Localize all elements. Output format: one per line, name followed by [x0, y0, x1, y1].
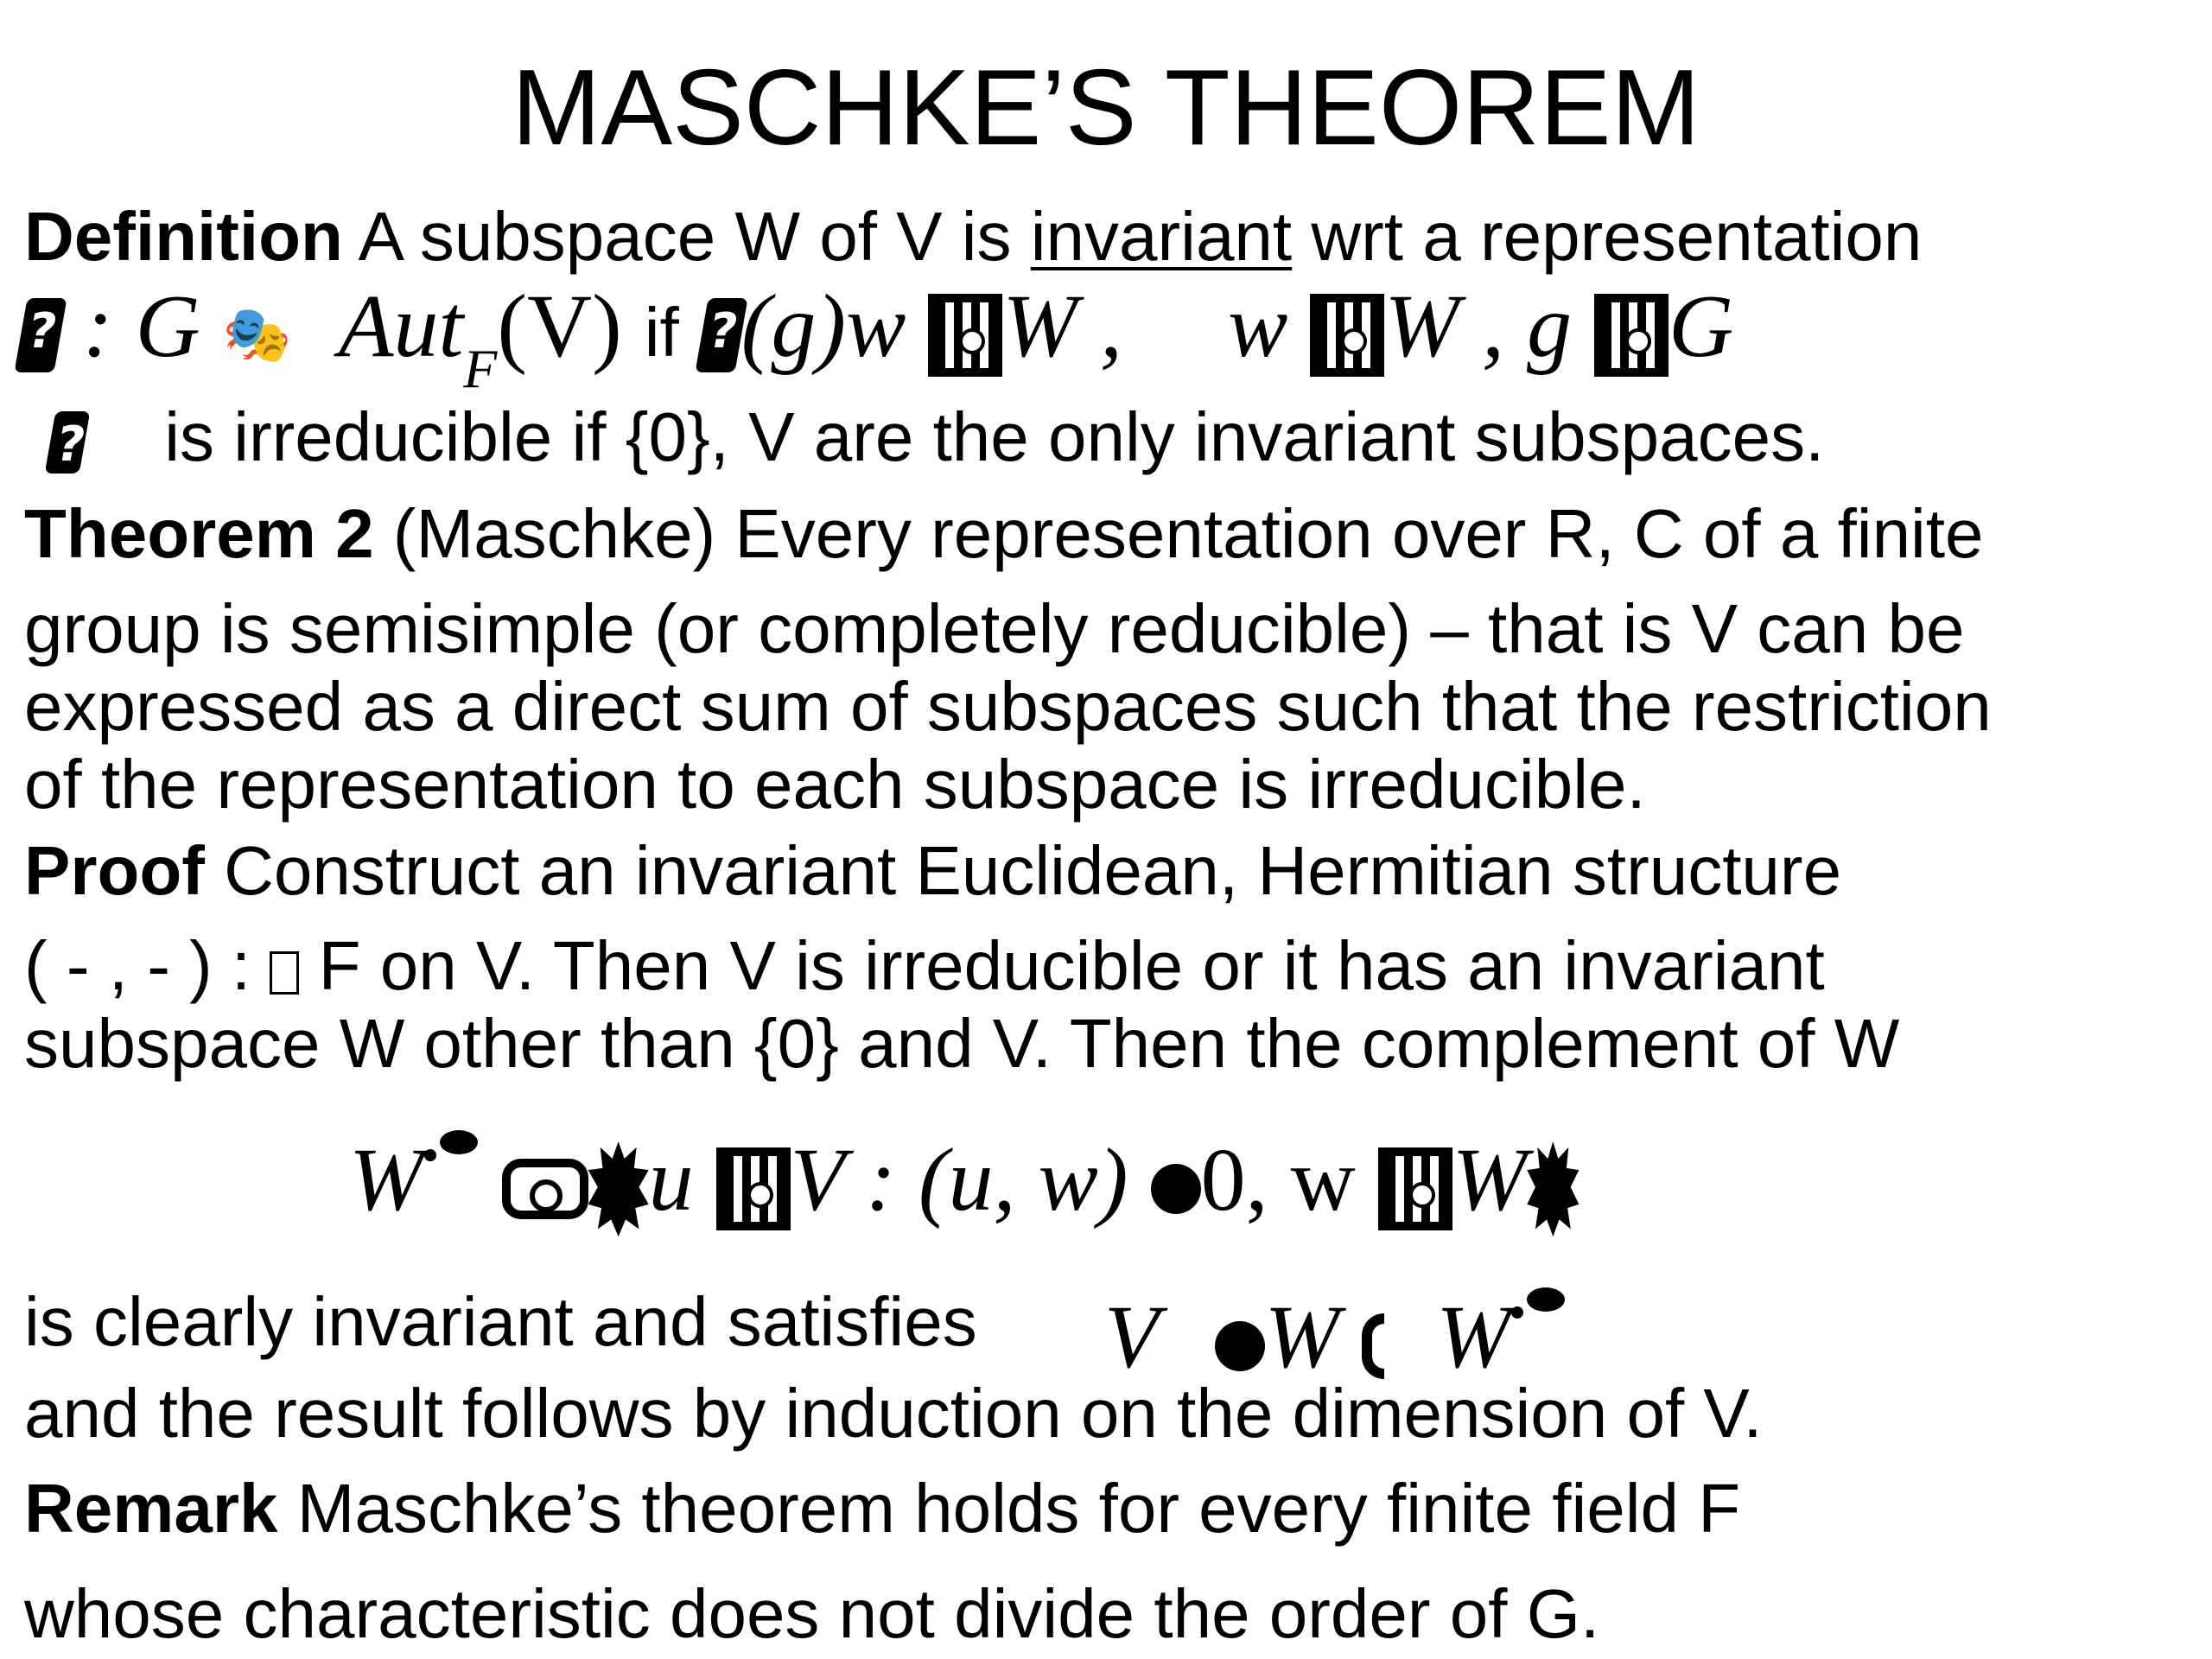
direct-sum-v: V — [1104, 1287, 1158, 1387]
equals-dot-icon — [1151, 1164, 1201, 1214]
formula-codomain-arg: (V) — [497, 276, 622, 376]
remark-line-1 — [24, 1469, 1740, 1548]
theorem-line-2: group is semisimple (or completely reducible) – that is V can be — [24, 590, 1965, 667]
theorem-line-1 — [24, 494, 1984, 574]
formula-w-set-2: W , g — [1384, 276, 1573, 376]
remark-line-2: whose characteristic does not divide the order of G. — [24, 1575, 1600, 1652]
formula-action: (g)w — [741, 276, 906, 376]
formula-domain: : G — [83, 276, 200, 376]
rho-symbol-icon — [45, 411, 91, 474]
complement-w-end: W — [1452, 1130, 1528, 1230]
equals-icon — [502, 1159, 588, 1219]
formula-g-set: G — [1669, 276, 1734, 376]
definition-label: Definition — [24, 198, 343, 275]
set-brace-icon — [588, 1141, 649, 1236]
after-formula-line-1: is clearly invariant and satisfies — [24, 1283, 977, 1360]
definition-text-before: A subspace W of V is — [342, 198, 1031, 275]
complement-w: W — [349, 1130, 424, 1230]
formula-w-var: w — [1228, 276, 1288, 376]
theorem-text-1: (Maschke) Every representation over R, C of a finite — [373, 495, 1984, 572]
direct-sum-icon — [1362, 1313, 1384, 1379]
element-of-icon — [1594, 294, 1669, 377]
definition-invariant-term: invariant — [1030, 198, 1293, 275]
formula-w-set-1: W , — [1002, 276, 1123, 376]
theorem-line-3: expressed as a direct sum of subspaces such that the restriction — [24, 668, 1992, 745]
proof-text-2a: ( - , - ) : — [24, 927, 270, 1004]
representation-formula — [21, 275, 1734, 399]
arrow-icon: 🎭 — [222, 303, 292, 368]
complement-u: u — [648, 1130, 694, 1230]
formula-codomain: Aut — [338, 276, 464, 376]
irreducible-line — [50, 397, 1824, 477]
element-of-icon — [1310, 294, 1384, 377]
remark-label: Remark — [24, 1470, 278, 1547]
remark-text-1: Maschke’s theorem holds for every finite field F — [277, 1470, 1741, 1547]
element-of-icon — [716, 1147, 791, 1230]
perp-icon — [424, 1130, 480, 1165]
proof-line-3: subspace W other than {0} and V. Then the complement of W — [24, 1005, 1900, 1082]
theorem-line-4: of the representation to each subspace is irreducible. — [24, 746, 1646, 823]
direct-sum-w: W — [1264, 1287, 1340, 1387]
rho-symbol-icon — [14, 298, 67, 372]
irreducible-text: is irreducible if {0}, V are the only invariant subspaces. — [164, 398, 1825, 475]
set-brace-close-icon — [1527, 1141, 1579, 1236]
after-formula-line-2: and the result follows by induction on the dimension of V. — [24, 1375, 1763, 1452]
definition-text-after: wrt a representation — [1292, 198, 1923, 275]
formula-if-word: if — [644, 294, 679, 371]
complement-condition: V : (u, w) — [790, 1130, 1128, 1230]
element-of-icon — [928, 294, 1002, 377]
complement-formula — [349, 1128, 1579, 1236]
theorem-label: Theorem 2 — [24, 495, 374, 572]
proof-label: Proof — [24, 832, 205, 909]
proof-line-1 — [24, 831, 1841, 911]
direct-sum-w-perp: W — [1436, 1287, 1511, 1387]
equals-dot-icon — [1215, 1321, 1265, 1371]
formula-codomain-field: F — [463, 338, 498, 399]
rho-symbol-icon — [695, 298, 747, 372]
complement-zero: 0, w — [1200, 1130, 1356, 1230]
element-of-icon — [1378, 1147, 1452, 1230]
proof-text-2b: F on V. Then V is irreducible or it has an invariant — [299, 927, 1825, 1004]
page-title: MASCHKE’S THEOREM — [512, 48, 1700, 168]
definition-line — [24, 197, 1922, 276]
perp-icon — [1511, 1287, 1567, 1322]
missing-glyph-icon — [270, 951, 299, 995]
proof-text-1: Construct an invariant Euclidean, Hermitian structure — [204, 832, 1842, 909]
proof-line-2 — [24, 926, 1825, 1006]
